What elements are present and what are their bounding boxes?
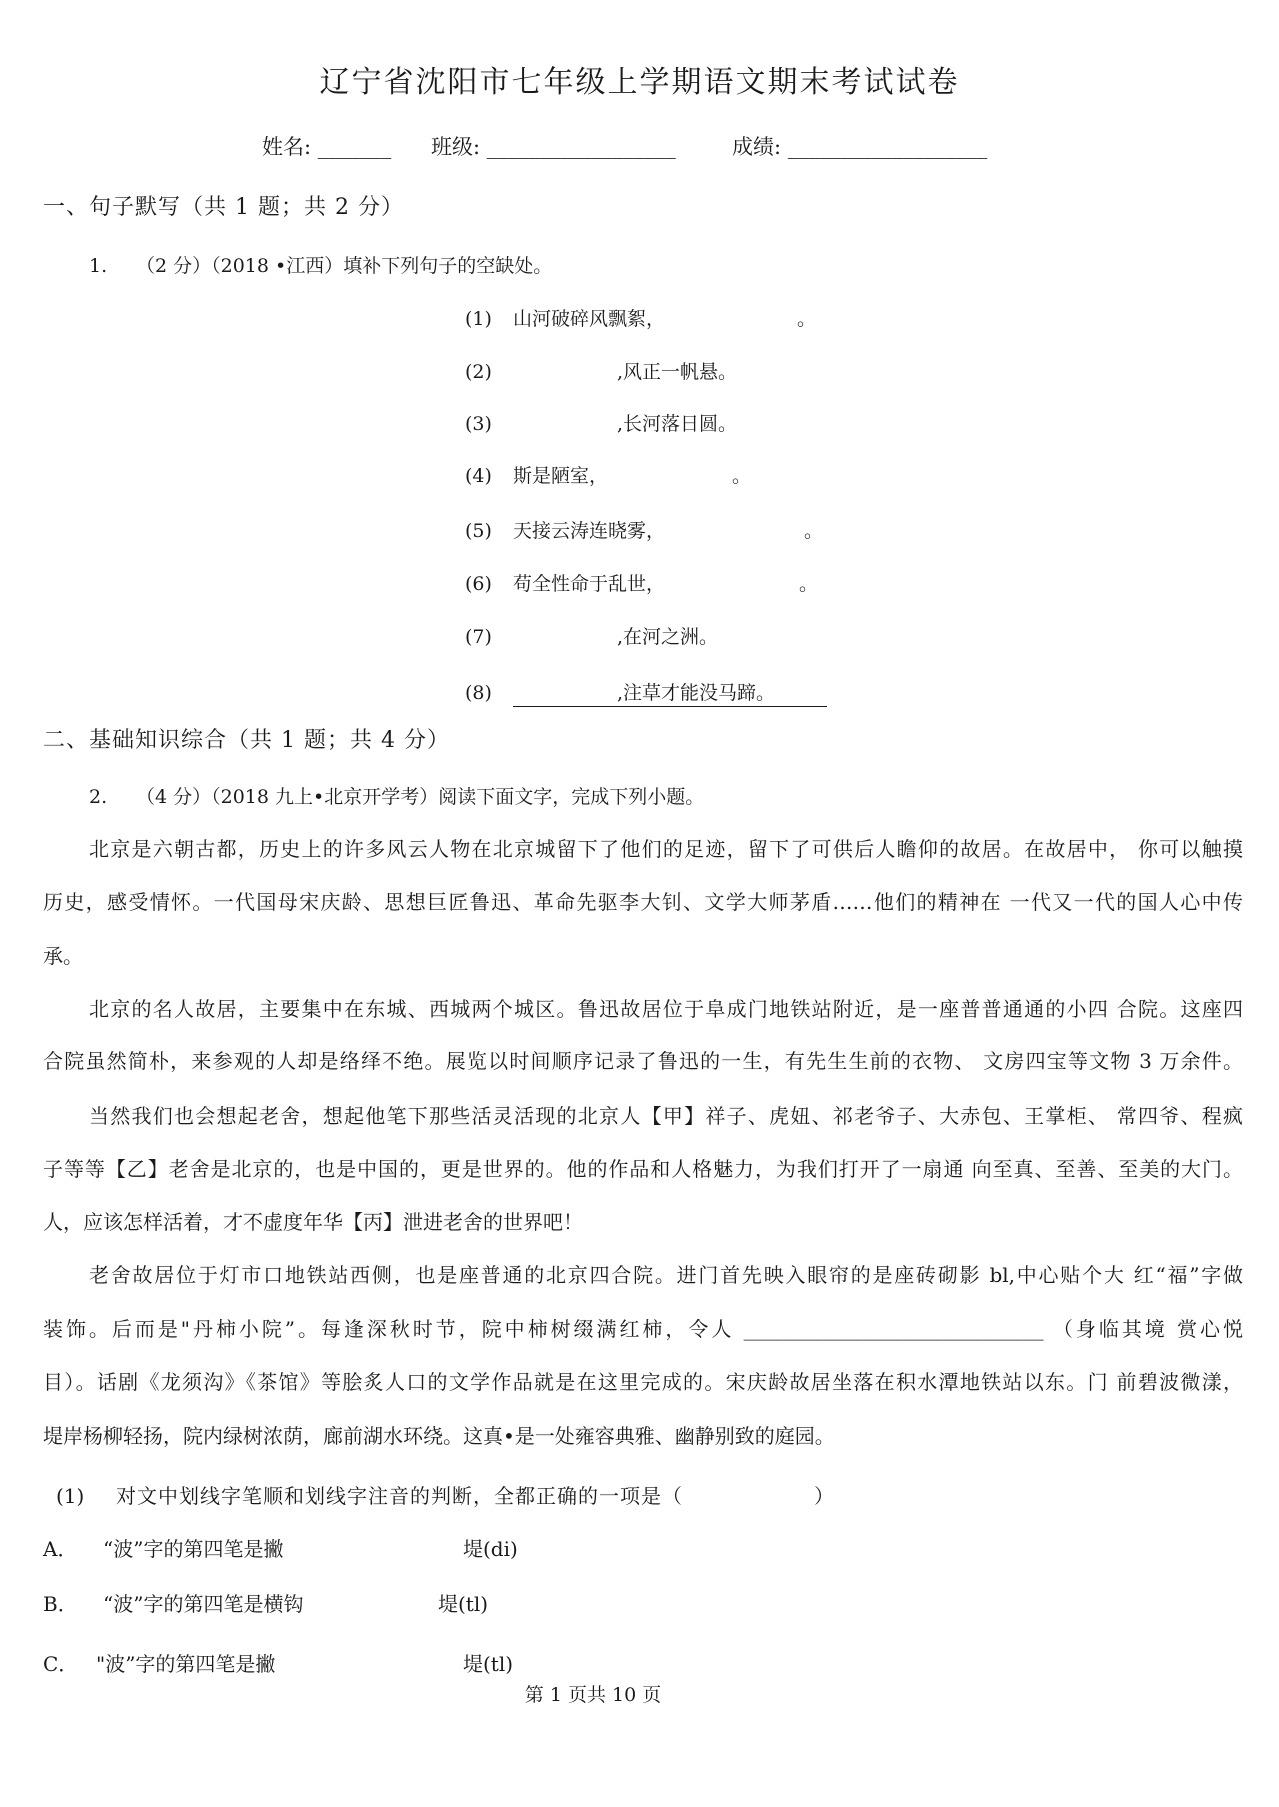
item-text-after: 。 xyxy=(804,520,824,542)
option-b xyxy=(43,1590,303,1618)
paragraph-line: 堤岸杨柳轻扬，院内绿树浓荫，廊前湖水环绕。这真•是一处雍容典雅、幽静别致的庭园。 xyxy=(43,1424,835,1448)
option-c xyxy=(43,1650,275,1678)
student-name-field: 姓名: _______ xyxy=(262,135,392,159)
sub-question-text: 对文中划线字笔顺和划线字注音的判断，全都正确的一项是（ xyxy=(116,1484,683,1508)
answer-blank xyxy=(513,429,617,430)
item-number: (4) xyxy=(465,465,492,487)
item-text-after: 。 xyxy=(797,308,817,330)
item-number: (8) xyxy=(465,682,492,704)
sub-question xyxy=(56,1482,683,1510)
item-number: (5) xyxy=(465,520,492,542)
item-text-after: 。 xyxy=(732,465,752,487)
paragraph-line: 目）。话剧《龙须沟》《茶馆》等脍炙人口的文学作品就是在这里完成的。宋庆龄故居坐落在积水潭地铁站以东。门 前碧波微漾， xyxy=(43,1370,1243,1394)
underlined-answer-line xyxy=(513,680,827,707)
paragraph-line: 承。 xyxy=(43,944,83,968)
fill-item xyxy=(465,410,737,438)
fill-item xyxy=(465,462,751,490)
answer-blank xyxy=(608,481,732,482)
item-text-after: 。 xyxy=(799,573,819,595)
fill-item xyxy=(465,305,816,333)
answer-blank xyxy=(513,642,617,643)
option-text: “波”字的第四笔是横钩 xyxy=(103,1592,304,1616)
answer-blank xyxy=(665,536,804,537)
section-heading-1: 一、句子默写（共 1 题；共 2 分） xyxy=(43,195,404,220)
page-footer: 第 1 页共 10 页 xyxy=(524,1684,662,1706)
item-text-before: 斯是陋室， xyxy=(513,465,609,487)
option-text: "波”字的第四笔是撇 xyxy=(96,1652,276,1676)
item-text-after: ,风正一帆悬。 xyxy=(617,361,738,383)
paragraph-line: 装饰。后而是"丹柿小院”。每逢深秋时节，院中柿树缀满红柿，令人 ______________________________ （身临其境 赏心悦 xyxy=(43,1317,1243,1341)
option-text: “波”字的第四笔是撇 xyxy=(103,1537,284,1561)
answer-blank xyxy=(513,377,617,378)
sub-question-label: (1) xyxy=(56,1484,85,1508)
item-number: (1) xyxy=(465,308,492,330)
item-text-before: 天接云涛连晓雾， xyxy=(513,520,666,542)
score-field: 成绩: ___________________ xyxy=(732,135,988,159)
item-text-before: 山河破碎风飘絮， xyxy=(513,308,666,330)
paragraph-line: 老舍故居位于灯市口地铁站西侧，也是座普通的北京四合院。进门首先映入眼帘的是座砖砌影 bl,中心贴个大 红“福”字做 xyxy=(89,1263,1243,1287)
item-text-after: ,长河落日圆。 xyxy=(617,413,738,435)
paragraph-line: 子等等【乙】老舍是北京的，也是中国的，更是世界的。他的作品和人格魅力，为我们打开了一扇通 向至真、至善、至美的大门。 xyxy=(43,1157,1243,1181)
section-heading-2: 二、基础知识综合（共 1 题；共 4 分） xyxy=(43,728,450,753)
option-label: A． xyxy=(43,1537,78,1561)
question-number: 2. xyxy=(89,786,108,808)
paragraph-line: 北京是六朝古都，历史上的许多风云人物在北京城留下了他们的足迹，留下了可供后人瞻仰的故居。在故居中， 你可以触摸 xyxy=(89,837,1243,861)
option-pronunciation: 堤(tl) xyxy=(463,1652,514,1676)
answer-bracket-close: ） xyxy=(814,1484,834,1508)
exam-title: 辽宁省沈阳市七年级上学期语文期末考试试卷 xyxy=(319,65,960,100)
paragraph-line: 人，应该怎样活着，才不虚度年华【丙】泄进老舍的世界吧！ xyxy=(43,1210,583,1234)
paragraph-line: 历史，感受情怀。一代国母宋庆龄、思想巨匠鲁迅、革命先驱李大钊、文学大师茅盾……他们的精神在 一代又一代的国人心中传 xyxy=(43,890,1243,914)
class-field: 班级: __________________ xyxy=(431,135,676,159)
answer-blank xyxy=(665,324,797,325)
item-text-after: ,注草才能没马蹄。 xyxy=(617,682,776,704)
paragraph-line: 当然我们也会想起老舍，想起他笔下那些活灵活现的北京人【甲】祥子、虎妞、祁老爷子、大赤包、王掌柜、 常四爷、程疯 xyxy=(89,1104,1243,1128)
question-text: （2 分）（2018 •江西）填补下列句子的空缺处。 xyxy=(136,255,553,277)
question-text: （4 分）（2018 九上•北京开学考）阅读下面文字，完成下列小题。 xyxy=(136,786,705,808)
answer-blank xyxy=(665,589,799,590)
option-label: C． xyxy=(43,1652,79,1676)
question-2 xyxy=(89,783,704,811)
item-number: (2) xyxy=(465,361,492,383)
fill-item xyxy=(465,517,823,545)
option-pronunciation: 堤(di) xyxy=(463,1537,518,1561)
fill-item xyxy=(465,623,718,651)
answer-blank xyxy=(513,698,617,699)
fill-item xyxy=(465,679,827,707)
item-number: (6) xyxy=(465,573,492,595)
item-text-before: 苟全性命于乱世， xyxy=(513,573,666,595)
fill-item xyxy=(465,570,818,598)
paragraph-line: 北京的名人故居，主要集中在东城、西城两个城区。鲁迅故居位于阜成门地铁站附近，是一座普普通通的小四 合院。这座四 xyxy=(89,997,1243,1021)
paragraph-line: 合院虽然简朴，来参观的人却是络绎不绝。展览以时间顺序记录了鲁迅的一生，有先生生前的衣物、 文房四宝等文物 3 万余件。 xyxy=(43,1049,1243,1073)
item-number: (7) xyxy=(465,626,492,648)
question-number: 1. xyxy=(89,255,108,277)
option-label: B． xyxy=(43,1592,78,1616)
fill-item xyxy=(465,358,737,386)
item-number: (3) xyxy=(465,413,492,435)
question-1 xyxy=(89,252,552,280)
item-text-after: ,在河之洲。 xyxy=(617,626,719,648)
option-pronunciation: 堤(tl) xyxy=(438,1592,489,1616)
option-a xyxy=(43,1535,283,1563)
